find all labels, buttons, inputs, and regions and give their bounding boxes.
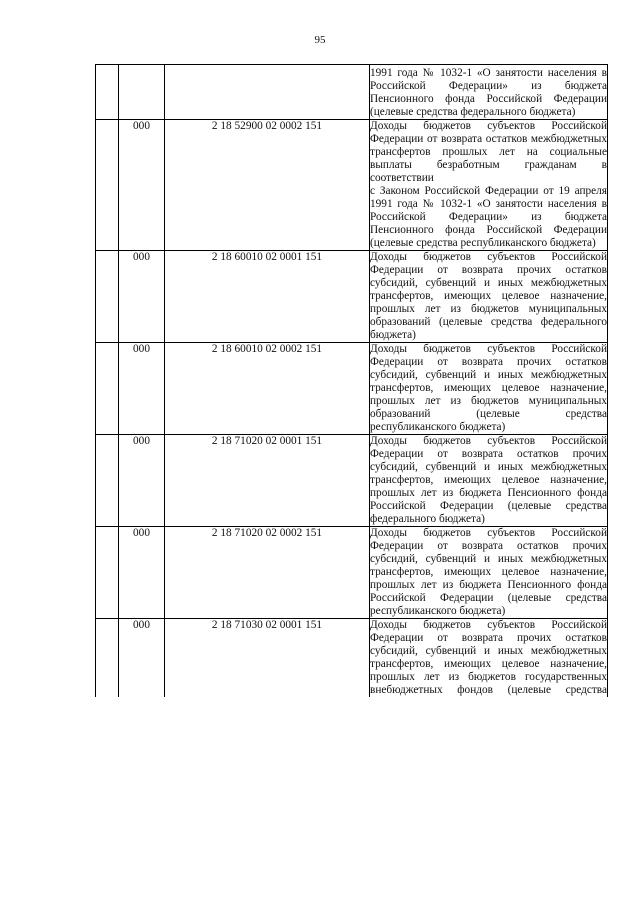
description-cell [370, 619, 608, 698]
table-row [96, 435, 608, 527]
empty-cell [96, 527, 119, 619]
description-line: Доходы бюджетов субъектов Российской [370, 527, 607, 539]
description-line: внебюджетных фондов (целевые средства [370, 684, 607, 696]
description-line: трансфертов прошлых лет на социальные [370, 146, 607, 158]
table-row [96, 619, 608, 698]
page-number: 95 [314, 34, 326, 46]
description-line: Российской Федерации» из бюджета [370, 80, 607, 92]
admin-code-cell: 000 [119, 251, 165, 343]
description-line: Доходы бюджетов субъектов Российской [370, 343, 607, 355]
description-line: Российской Федерации (целевые средства [370, 500, 607, 512]
description-line: республиканского бюджета) [370, 421, 506, 433]
description-cell [370, 251, 608, 343]
description-line: субсидий, субвенций и иных межбюджетных [370, 369, 607, 381]
admin-code-cell: 000 [119, 619, 165, 698]
description-line: трансфертов, имеющих целевое назначение, [370, 474, 607, 486]
budget-code-cell: 2 18 71030 02 0001 151 [165, 619, 370, 698]
description-line: 1991 года № 1032-1 «О занятости населения в [370, 198, 607, 210]
description-cell [370, 343, 608, 435]
empty-cell [96, 251, 119, 343]
description-line: (целевые средства республиканского бюджета) [370, 237, 596, 249]
description-line: субсидий, субвенций и иных межбюджетных [370, 461, 607, 473]
description-cell [370, 435, 608, 527]
empty-cell [96, 120, 119, 251]
description-line: трансфертов, имеющих целевое назначение, [370, 566, 607, 578]
description-line: Пенсионного фонда Российской Федерации [370, 224, 607, 236]
description-line: с Законом Российской Федерации от 19 апреля [370, 185, 607, 197]
admin-code-cell: 000 [119, 527, 165, 619]
table-row [96, 65, 608, 120]
description-line: республиканского бюджета) [370, 605, 506, 617]
description-line: Доходы бюджетов субъектов Российской [370, 251, 607, 263]
empty-cell [96, 343, 119, 435]
budget-code-cell: 2 18 71020 02 0002 151 [165, 527, 370, 619]
description-line: субсидий, субвенций и иных межбюджетных [370, 277, 607, 289]
budget-code-cell: 2 18 71020 02 0001 151 [165, 435, 370, 527]
description-line: 1991 года № 1032-1 «О занятости населения в [370, 67, 607, 79]
description-line: федерального бюджета) [370, 513, 485, 525]
empty-cell [96, 619, 119, 698]
budget-code-cell: 2 18 60010 02 0001 151 [165, 251, 370, 343]
empty-cell [96, 435, 119, 527]
description-line: прошлых лет из бюджета Пенсионного фонда [370, 487, 607, 499]
description-line: Доходы бюджетов субъектов Российской [370, 120, 607, 132]
description-line: прошлых лет из бюджетов муниципальных [370, 303, 607, 315]
admin-code-cell [119, 65, 165, 120]
description-line: трансфертов, имеющих целевое назначение, [370, 290, 607, 302]
admin-code-cell: 000 [119, 120, 165, 251]
description-line: прошлых лет из бюджета Пенсионного фонда [370, 579, 607, 591]
description-line: Федерации от возврата остатков прочих [370, 540, 607, 552]
description-line: трансфертов, имеющих целевое назначение, [370, 382, 607, 394]
description-line: Федерации от возврата остатков межбюджетных [370, 133, 607, 145]
description-line: субсидий, субвенций и иных межбюджетных [370, 553, 607, 565]
description-line: Доходы бюджетов субъектов Российской [370, 435, 607, 447]
description-line: Российской Федерации» из бюджета [370, 211, 607, 223]
description-cell [370, 120, 608, 251]
admin-code-cell: 000 [119, 435, 165, 527]
description-line: Федерации от возврата остатков прочих [370, 448, 607, 460]
empty-cell [96, 65, 119, 120]
budget-code-cell [165, 65, 370, 120]
table-row [96, 251, 608, 343]
description-line: Федерации от возврата прочих остатков [370, 632, 607, 644]
description-line: прошлых лет из бюджетов государственных [370, 671, 607, 683]
admin-code-cell: 000 [119, 343, 165, 435]
description-line: бюджета) [370, 329, 416, 341]
description-line: выплаты безработным гражданам в соответствии [370, 159, 607, 184]
description-cell [370, 527, 608, 619]
table-row [96, 120, 608, 251]
table-body [96, 65, 608, 698]
description-line: образований (целевые средства [370, 408, 607, 420]
budget-revenue-table [95, 64, 608, 697]
description-line: Федерации от возврата прочих остатков [370, 356, 607, 368]
description-cell [370, 65, 608, 120]
budget-code-cell: 2 18 52900 02 0002 151 [165, 120, 370, 251]
description-line: прошлых лет из бюджетов муниципальных [370, 395, 607, 407]
table-row [96, 527, 608, 619]
description-line: трансфертов, имеющих целевое назначение, [370, 658, 607, 670]
description-line: образований (целевые средства федерального [370, 316, 607, 328]
description-line: Российской Федерации (целевые средства [370, 592, 607, 604]
description-line: Пенсионного фонда Российской Федерации [370, 93, 607, 105]
description-line: Федерации от возврата прочих остатков [370, 264, 607, 276]
description-line: Доходы бюджетов субъектов Российской [370, 619, 607, 631]
description-line: (целевые средства федерального бюджета) [370, 106, 576, 118]
description-line: субсидий, субвенций и иных межбюджетных [370, 645, 607, 657]
table-row [96, 343, 608, 435]
budget-code-cell: 2 18 60010 02 0002 151 [165, 343, 370, 435]
